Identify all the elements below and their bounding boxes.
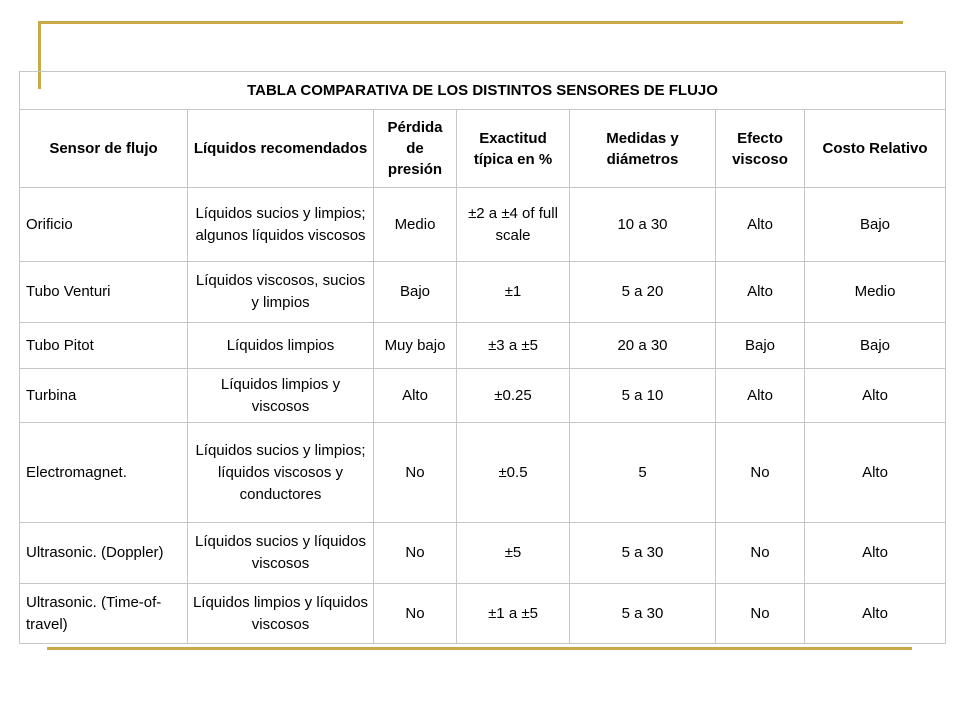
table-row <box>20 369 946 423</box>
cell-viscous-effect: No <box>716 584 805 644</box>
cell-accuracy: ±5 <box>457 523 570 584</box>
cell-relative-cost: Alto <box>805 584 946 644</box>
table-row <box>20 523 946 584</box>
header-accuracy: Exactitud típica en % <box>457 110 570 188</box>
cell-relative-cost: Bajo <box>805 323 946 369</box>
cell-relative-cost: Alto <box>805 369 946 423</box>
cell-liquids: Líquidos sucios y limpios; algunos líquidos viscosos <box>188 188 374 262</box>
cell-viscous-effect: Bajo <box>716 323 805 369</box>
cell-sizes: 10 a 30 <box>570 188 716 262</box>
cell-liquids: Líquidos viscosos, sucios y limpios <box>188 262 374 323</box>
cell-sensor: Ultrasonic. (Doppler) <box>20 523 188 584</box>
cell-sizes: 5 a 30 <box>570 523 716 584</box>
cell-relative-cost: Bajo <box>805 188 946 262</box>
table-row <box>20 323 946 369</box>
cell-pressure-loss: No <box>374 523 457 584</box>
cell-sensor: Ultrasonic. (Time-of-travel) <box>20 584 188 644</box>
cell-pressure-loss: Medio <box>374 188 457 262</box>
cell-accuracy: ±1 <box>457 262 570 323</box>
table-header-row <box>20 110 946 188</box>
decorative-bottom-line <box>47 647 912 650</box>
table-title-row <box>20 72 946 110</box>
cell-pressure-loss: Alto <box>374 369 457 423</box>
decorative-top-line <box>40 21 903 24</box>
cell-sizes: 5 a 20 <box>570 262 716 323</box>
cell-liquids: Líquidos limpios y líquidos viscosos <box>188 584 374 644</box>
table-row <box>20 423 946 523</box>
cell-sensor: Turbina <box>20 369 188 423</box>
cell-accuracy: ±0.5 <box>457 423 570 523</box>
cell-pressure-loss: No <box>374 423 457 523</box>
header-sensor: Sensor de flujo <box>20 110 188 188</box>
cell-viscous-effect: Alto <box>716 262 805 323</box>
cell-viscous-effect: No <box>716 423 805 523</box>
cell-sensor: Tubo Venturi <box>20 262 188 323</box>
cell-sizes: 5 <box>570 423 716 523</box>
cell-liquids: Líquidos sucios y líquidos viscosos <box>188 523 374 584</box>
header-liquids: Líquidos recomendados <box>188 110 374 188</box>
header-relative-cost: Costo Relativo <box>805 110 946 188</box>
cell-sensor: Tubo Pitot <box>20 323 188 369</box>
cell-accuracy: ±2 a ±4 of full scale <box>457 188 570 262</box>
header-pressure-loss: Pérdida de presión <box>374 110 457 188</box>
table-row <box>20 584 946 644</box>
cell-viscous-effect: Alto <box>716 188 805 262</box>
cell-relative-cost: Alto <box>805 523 946 584</box>
cell-accuracy: ±1 a ±5 <box>457 584 570 644</box>
cell-sizes: 5 a 10 <box>570 369 716 423</box>
cell-viscous-effect: No <box>716 523 805 584</box>
header-sizes: Medidas y diámetros <box>570 110 716 188</box>
table-row <box>20 262 946 323</box>
cell-sizes: 20 a 30 <box>570 323 716 369</box>
cell-viscous-effect: Alto <box>716 369 805 423</box>
table-row <box>20 188 946 262</box>
cell-relative-cost: Alto <box>805 423 946 523</box>
cell-pressure-loss: Bajo <box>374 262 457 323</box>
cell-liquids: Líquidos limpios <box>188 323 374 369</box>
cell-liquids: Líquidos sucios y limpios; líquidos viscosos y conductores <box>188 423 374 523</box>
cell-sensor: Electromagnet. <box>20 423 188 523</box>
header-viscous-effect: Efecto viscoso <box>716 110 805 188</box>
cell-sizes: 5 a 30 <box>570 584 716 644</box>
cell-liquids: Líquidos limpios y viscosos <box>188 369 374 423</box>
flow-sensor-comparison-table <box>19 71 946 644</box>
cell-accuracy: ±3 a ±5 <box>457 323 570 369</box>
cell-pressure-loss: No <box>374 584 457 644</box>
cell-relative-cost: Medio <box>805 262 946 323</box>
cell-accuracy: ±0.25 <box>457 369 570 423</box>
cell-pressure-loss: Muy bajo <box>374 323 457 369</box>
table-title: TABLA COMPARATIVA DE LOS DISTINTOS SENSORES DE FLUJO <box>20 72 946 110</box>
cell-sensor: Orificio <box>20 188 188 262</box>
